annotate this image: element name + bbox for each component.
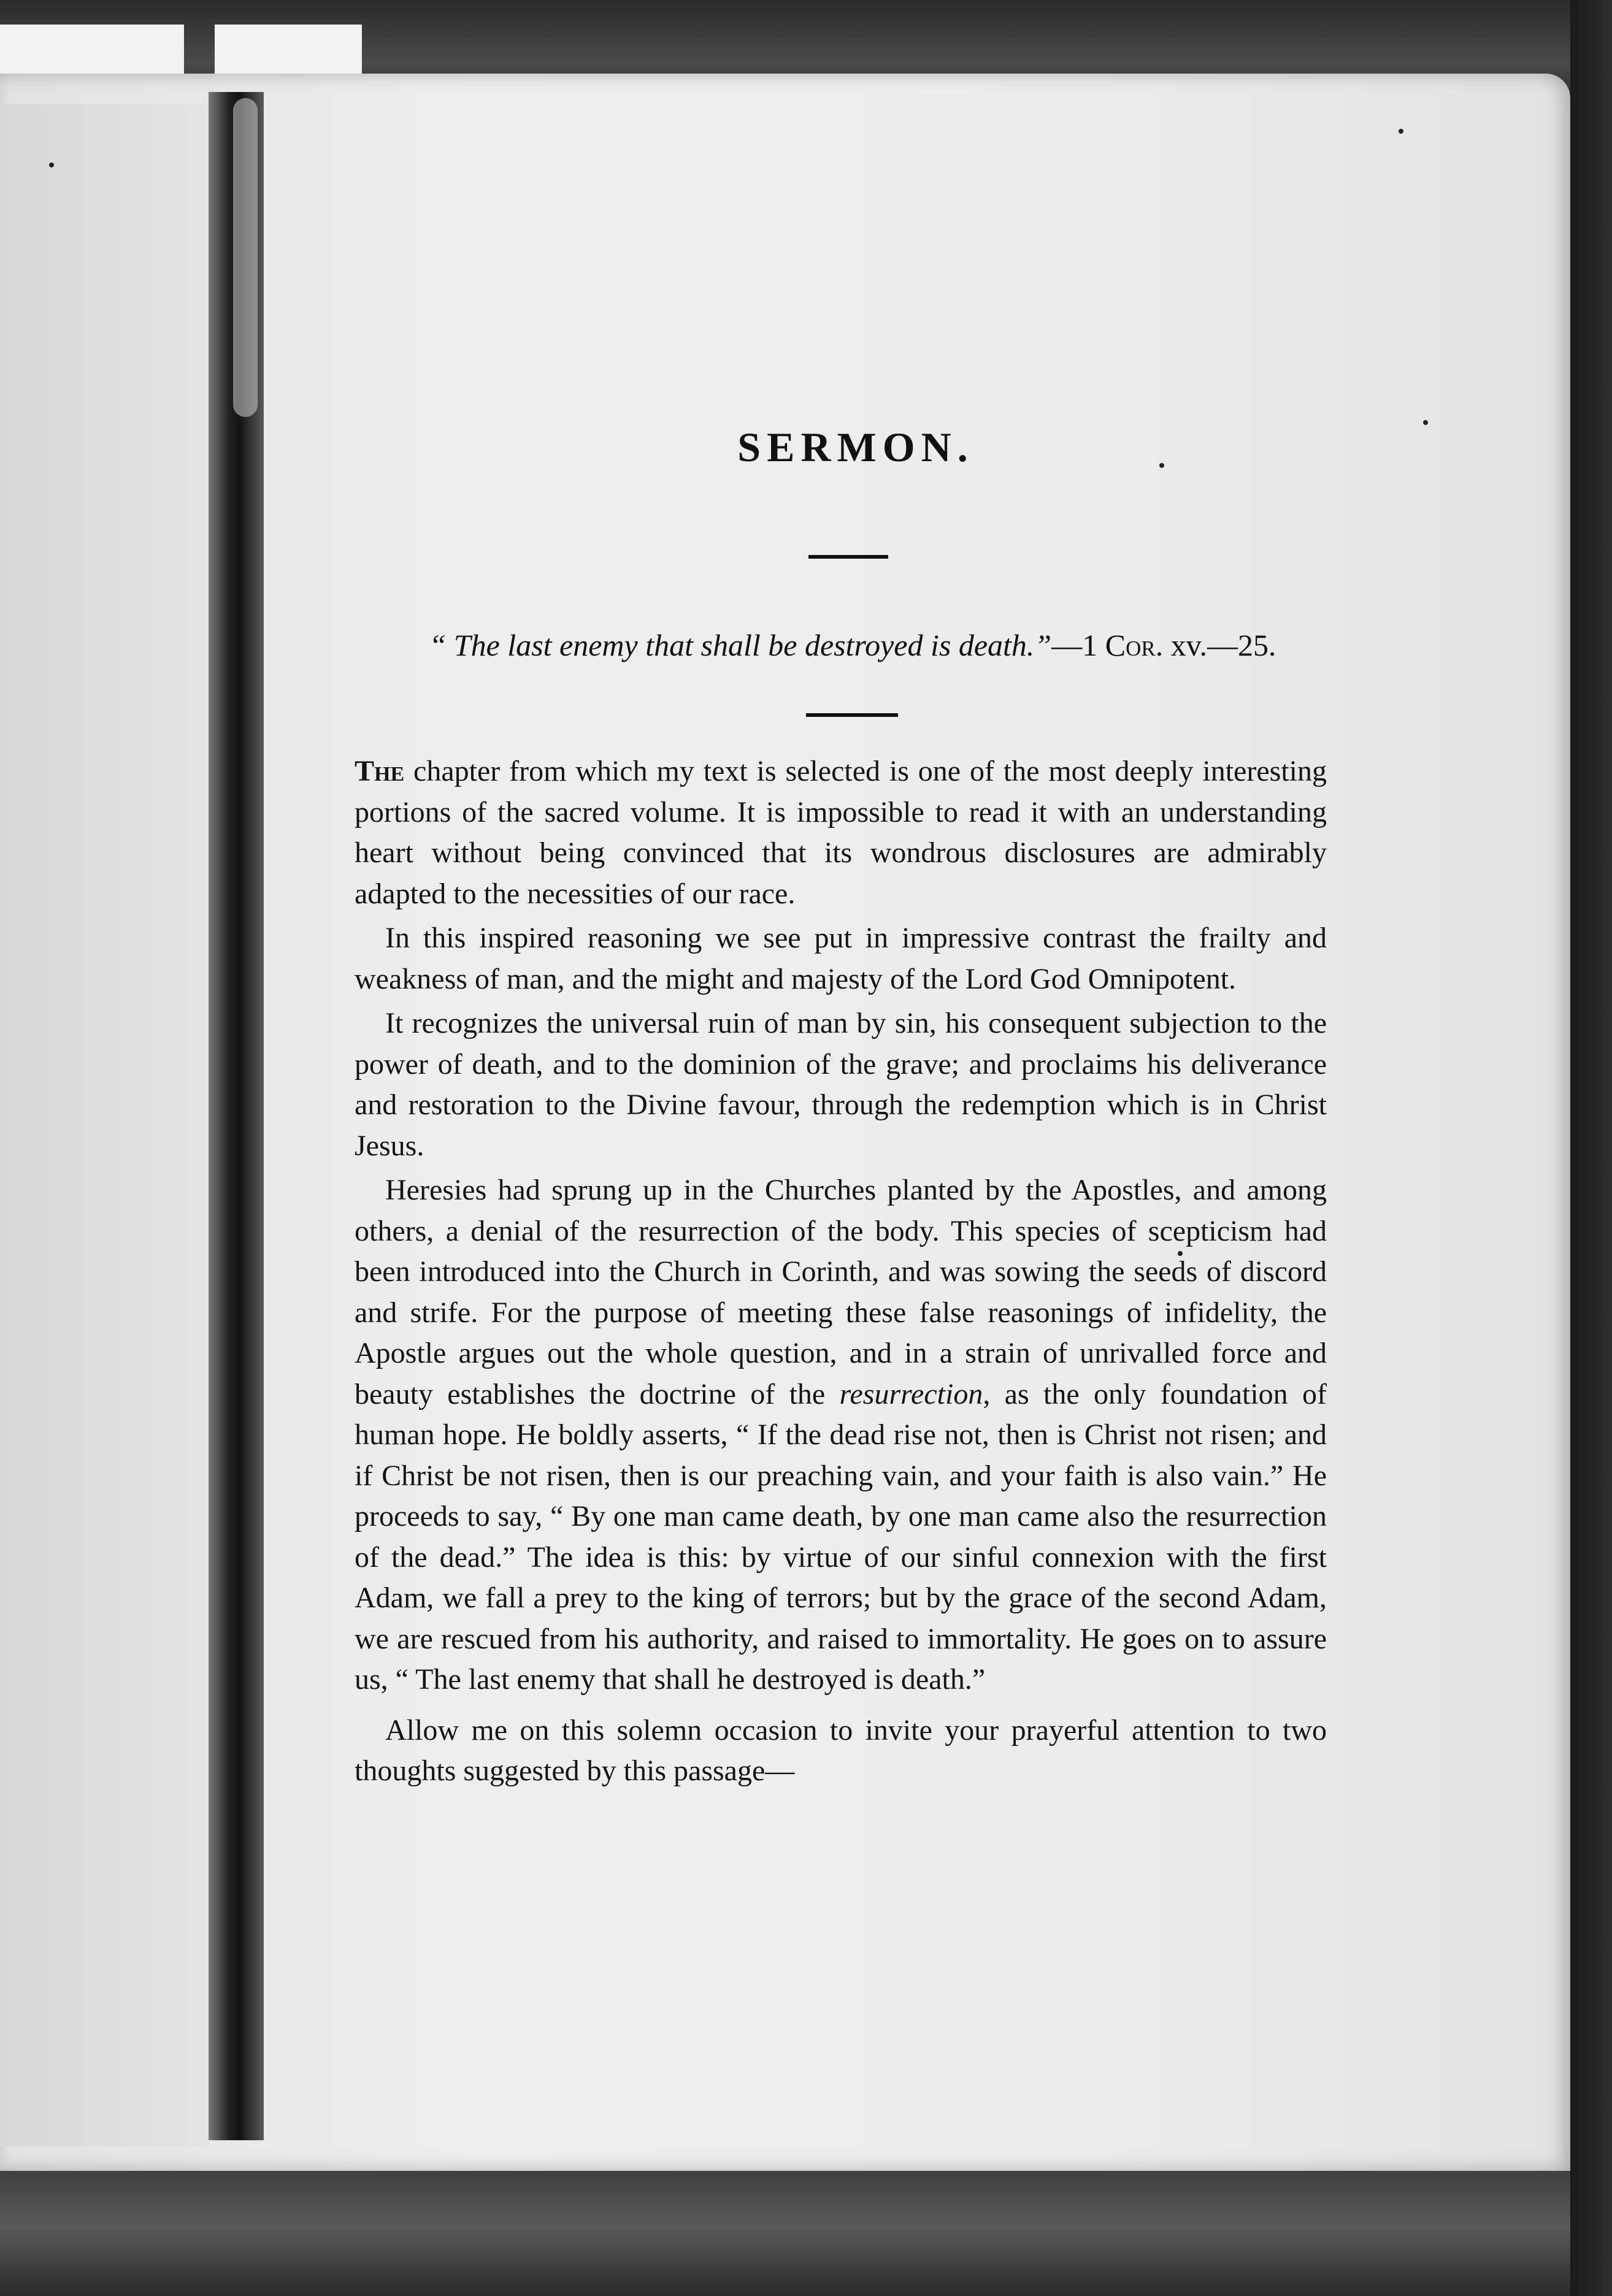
paragraph-4-italic: resurrection [839, 1377, 983, 1410]
epigraph-citation-prefix: —1 [1051, 628, 1105, 662]
scan-speck [49, 163, 54, 167]
epigraph-citation-ref: xv.—25. [1163, 628, 1276, 662]
paragraph-1-lead: The [355, 755, 405, 787]
scripture-epigraph [368, 626, 1337, 665]
paragraph-2: In this inspired reasoning we see put in impressive contrast the frailty and weakness of man, and the might and majesty of the Lord God Omnipotent. [355, 922, 1327, 995]
facing-page-edge [0, 104, 209, 2146]
paragraph-5: Allow me on this solemn occasion to invite your prayerful attention to two thoughts suggested by this passage— [355, 1713, 1327, 1787]
paper-fragment-left [0, 25, 184, 80]
epigraph-citation-book: Cor. [1105, 628, 1164, 662]
scan-speck [1423, 420, 1428, 425]
paper-fragment-right [215, 25, 362, 80]
page-title: SERMON. [737, 424, 974, 470]
title-rule [808, 555, 888, 559]
paragraph-1-text: chapter from which my text is selected is one of the most deeply interesting portions of the sacred volume. It is impossible to read it with an understanding heart without being convinced that its wondrous disclosures are admirably adapted to the necessities of our race. [355, 755, 1327, 910]
paragraph-3: It recognizes the universal ruin of man by sin, his consequent subjection to the power of death, and to the dominion of the grave; and proclaims his deliverance and restoration to the Divine favour, through the redemption which is in Christ Jesus. [355, 1007, 1327, 1162]
paragraph-4-text-a: Heresies had sprung up in the Churches planted by the Apostles, and among others, a denial of the resurrection of the body. This species of scepticism had been introduced into the Church in Corinth, and was sowing the seeds of discord and strife. For the purpose of meeting these false reasonings of infidelity, the Apostle argues out the whole question, and in a strain of unrivalled force and beauty establishes the doctrine of the [355, 1174, 1327, 1410]
scan-background-right [1570, 0, 1612, 2296]
epigraph-rule [806, 713, 898, 717]
paragraph-1 [355, 751, 1327, 914]
epigraph-quote: “ The last enemy that shall be destroyed is death.” [429, 628, 1052, 662]
binding-tear [233, 98, 258, 417]
scan-speck [1159, 463, 1164, 468]
sermon-body [355, 751, 1327, 1792]
scan-speck [1399, 129, 1403, 134]
scan-background-bottom [0, 2159, 1612, 2296]
paragraph-4-text-b: , as the only foundation of human hope. He boldly asserts, “ If the dead rise not, then is Christ not risen; and if Christ be not risen, then is our preaching vain, and your faith is also vain.” He proceeds to say, “ By one man came death, by one man came also the resurrection of the dead.” The idea is this: by virtue of our sinful connexion with the first Adam, we fall a prey to the king of terrors; but by the grace of the second Adam, we are rescued from his authority, and raised to immortality. He goes on to assure us, “ The last enemy that shall he destroyed is death.” [355, 1377, 1327, 1696]
paragraph-4 [355, 1170, 1327, 1701]
